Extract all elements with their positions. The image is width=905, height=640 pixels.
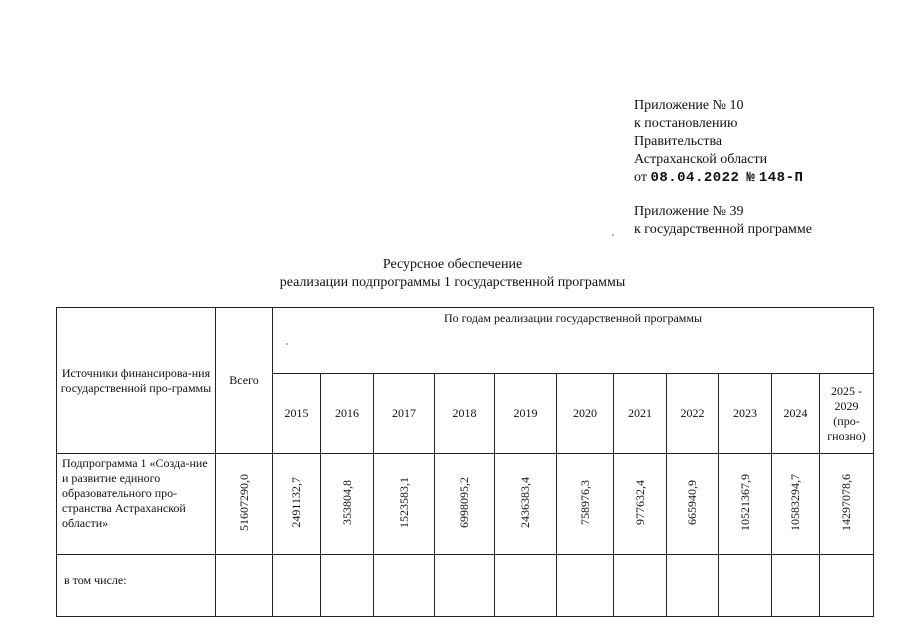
year-header: 2022: [667, 374, 719, 454]
resource-table: [56, 307, 874, 617]
year-header: 2016: [321, 374, 374, 454]
empty-cell: [719, 555, 772, 617]
year-header: 2015: [273, 374, 321, 454]
header-years-group: По годам реализации государственной программы: [273, 308, 874, 374]
value-cell: [374, 454, 435, 555]
empty-cell: [614, 555, 667, 617]
document-title: [0, 256, 905, 292]
number-sign: №: [746, 170, 756, 186]
year-value: 2491132,7: [289, 476, 303, 528]
year-header: 2023: [719, 374, 772, 454]
year-value: 1523583,1: [396, 476, 411, 528]
date-prefix: от: [634, 170, 647, 185]
empty-cell: [667, 555, 719, 617]
decree-number: 148-П: [758, 170, 804, 186]
value-cell: [719, 454, 772, 555]
year-value: 2436383,4: [518, 476, 532, 528]
scan-speck: [286, 343, 288, 345]
year-value: 665940,9: [685, 479, 699, 525]
empty-cell: [772, 555, 820, 617]
header-source: Источники финансирова-ния государственной про-граммы: [57, 308, 216, 454]
year-value: 10521367,9: [737, 473, 752, 531]
appendix-10-line4: Астраханской области: [634, 152, 768, 167]
table-row: [57, 555, 874, 617]
table-row: [57, 454, 874, 555]
header-total: Всего: [216, 308, 273, 454]
value-cell: [495, 454, 557, 555]
year-value: 758976,3: [577, 479, 592, 525]
title-line2: реализации подпрограммы 1 государственной программы: [279, 275, 626, 290]
value-cell: [435, 454, 495, 555]
year-value: 977632,4: [632, 479, 647, 525]
subprogram-name: Подпрограмма 1 «Созда-ние и развитие единого образовательного про-странства Астраханской области»: [57, 454, 216, 555]
appendix-39-block: [634, 203, 812, 239]
empty-cell: [216, 555, 273, 617]
empty-cell: [820, 555, 874, 617]
year-header: 2020: [557, 374, 614, 454]
appendix-10-block: [634, 97, 803, 187]
value-cell: [273, 454, 321, 555]
decree-date: 08.04.2022: [650, 170, 740, 186]
total-value: 51607290,0: [236, 473, 251, 531]
year-header: 2024: [772, 374, 820, 454]
year-value: 353804,8: [339, 479, 354, 525]
appendix-39-line2: к государственной программе: [634, 222, 812, 237]
year-header: 2021: [614, 374, 667, 454]
value-cell: [614, 454, 667, 555]
year-header: 2017: [374, 374, 435, 454]
empty-cell: [435, 555, 495, 617]
appendix-10-line3: Правительства: [634, 134, 723, 149]
total-cell: [216, 454, 273, 555]
empty-cell: [321, 555, 374, 617]
appendix-10-date-line: [634, 169, 803, 187]
scan-speck: [612, 234, 614, 236]
year-value: 6998095,2: [457, 476, 471, 528]
empty-cell: [495, 555, 557, 617]
header-row-1: [57, 308, 874, 374]
empty-cell: [273, 555, 321, 617]
value-cell: [321, 454, 374, 555]
empty-cell: [374, 555, 435, 617]
year-header: 2019: [495, 374, 557, 454]
year-value: 10583294,7: [788, 473, 802, 531]
appendix-39-line1: Приложение № 39: [634, 204, 744, 219]
year-header-forecast: 2025 - 2029 (про-гнозно): [820, 374, 874, 454]
title-line1: Ресурсное обеспечение: [382, 257, 523, 272]
value-cell: [557, 454, 614, 555]
including-label: в том числе:: [57, 555, 216, 617]
value-cell: [772, 454, 820, 555]
appendix-10-line2: к постановлению: [634, 116, 738, 131]
value-cell: [820, 454, 874, 555]
empty-cell: [557, 555, 614, 617]
value-cell: [667, 454, 719, 555]
appendix-10-line1: Приложение № 10: [634, 98, 744, 113]
year-value: 14297078,6: [839, 473, 853, 531]
year-header: 2018: [435, 374, 495, 454]
